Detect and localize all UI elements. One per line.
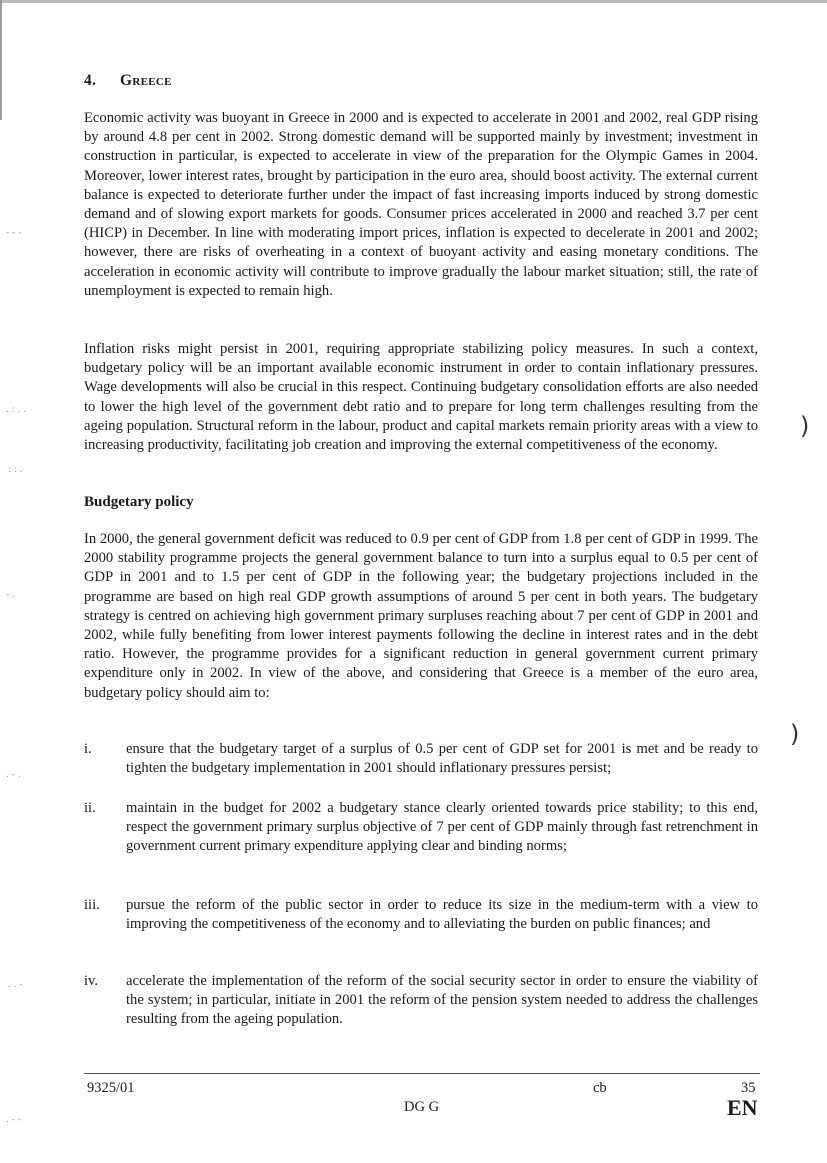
scan-border-left [0, 0, 2, 120]
section-number: 4. [84, 72, 97, 89]
list-marker: iii. [84, 897, 100, 913]
paragraph-economic-activity: Economic activity was buoyant in Greece in 2000 and is expected to accelerate in 2001 and 2002, real GDP rising by around 4.8 per cent in 2002. Strong domestic demand will be supported mainly by investment; investment in construction in particular, is expected to accelerate in view of the preparation for the Olympic Games in 2004. Moreover, lower interest rates, brought by participation in the euro area, should boost activity. The external current balance is expected to deteriorate further under the impact of fast increasing imports induced by strong domestic demand and of slowing export markets for goods. Consumer prices accelerated in 2000 and reached 3.7 per cent (HICP) in December. In line with moderating import prices, inflation is expected to decelerate in 2001 and 2002; however, there are risks of overheating in a context of buoyant activity and easing monetary conditions. The acceleration in economic activity will contribute to improve gradually the labour market situation; still, the rate of unemployment is expected to remain high. [84, 110, 758, 299]
scan-speck: . . - [8, 980, 23, 990]
footer-initials: cb [593, 1080, 607, 1096]
footer-document-code: 9325/01 [87, 1080, 135, 1096]
footer-language-code: EN [727, 1095, 758, 1120]
scan-mark-bracket: ) [790, 720, 800, 748]
list-marker: ii. [84, 800, 96, 816]
scan-speck: - . [6, 590, 15, 600]
subheading-budgetary-policy: Budgetary policy [84, 494, 194, 510]
footer-divider [84, 1073, 760, 1074]
scan-speck: . - . [6, 770, 21, 780]
scan-speck: . : . . [6, 405, 27, 415]
paragraph-budgetary-policy: In 2000, the general government deficit was reduced to 0.9 per cent of GDP from 1.8 per cent of GDP in 1999. The 2000 stability programme projects the general government balance to turn into a surplus equal to 0.5 per cent of GDP in 2001 and to 1.5 per cent of GDP in the following year; the budgetary projections included in the programme are based on high real GDP growth assumptions of around 5 per cent in both years. The budgetary strategy is centred on achieving high government primary surpluses reaching about 7 per cent of GDP in 2001 and 2002, while fully benefiting from lower interest payments following the decline in interest rates and in the debt ratio. However, the programme provides for a significant reduction in general government current primary expenditure only in 2002. In view of the above, and considering that Greece is a member of the euro area, budgetary policy should aim to: [84, 531, 758, 701]
scan-border-top [0, 0, 827, 3]
list-item-text: ensure that the budgetary target of a surplus of 0.5 per cent of GDP set for 2001 is met and be ready to tighten the budgetary implementation in 2001 should inflationary pressures persist; [126, 741, 758, 777]
scan-speck: - - - [6, 228, 22, 238]
list-item-text: maintain in the budget for 2002 a budgetary stance clearly oriented towards price stability; to this end, respect the government primary surplus objective of 7 per cent of GDP mainly through fast retrenchment in government current primary expenditure applying clear and binding norms; [126, 800, 758, 855]
list-marker: iv. [84, 973, 99, 989]
list-item-text: pursue the reform of the public sector in order to reduce its size in the medium-term with a view to improving the competitiveness of the economy and to alleviating the burden on public finances; and [126, 897, 758, 933]
footer-directorate: DG G [404, 1099, 440, 1115]
footer-page-number: 35 [741, 1080, 756, 1096]
paragraph-inflation-risks: Inflation risks might persist in 2001, requiring appropriate stabilizing policy measures. In such a context, budgetary policy will be an important available economic instrument in order to contain inflationary pressures. Wage developments will also be crucial in this respect. Continuing budgetary consolidation efforts are also needed to lower the high level of the government debt ratio and to prepare for long term challenges resulting from the ageing population. Structural reform in the labour, product and capital markets remain priority areas with a view to increasing productivity, facilitating job creation and improving the external competitiveness of the economy. [84, 341, 758, 454]
list-marker: i. [84, 741, 92, 757]
scan-speck: . - - [6, 1115, 22, 1125]
scan-mark-bracket: ) [800, 412, 810, 440]
section-title: Greece [120, 72, 172, 89]
scan-speck: : : . [8, 465, 23, 475]
list-item-text: accelerate the implementation of the reform of the social security sector in order to ensure the viability of the system; in particular, initiate in 2001 the reform of the pension system needed to address the challenges resulting from the ageing population. [126, 973, 758, 1028]
section-heading [84, 72, 172, 90]
